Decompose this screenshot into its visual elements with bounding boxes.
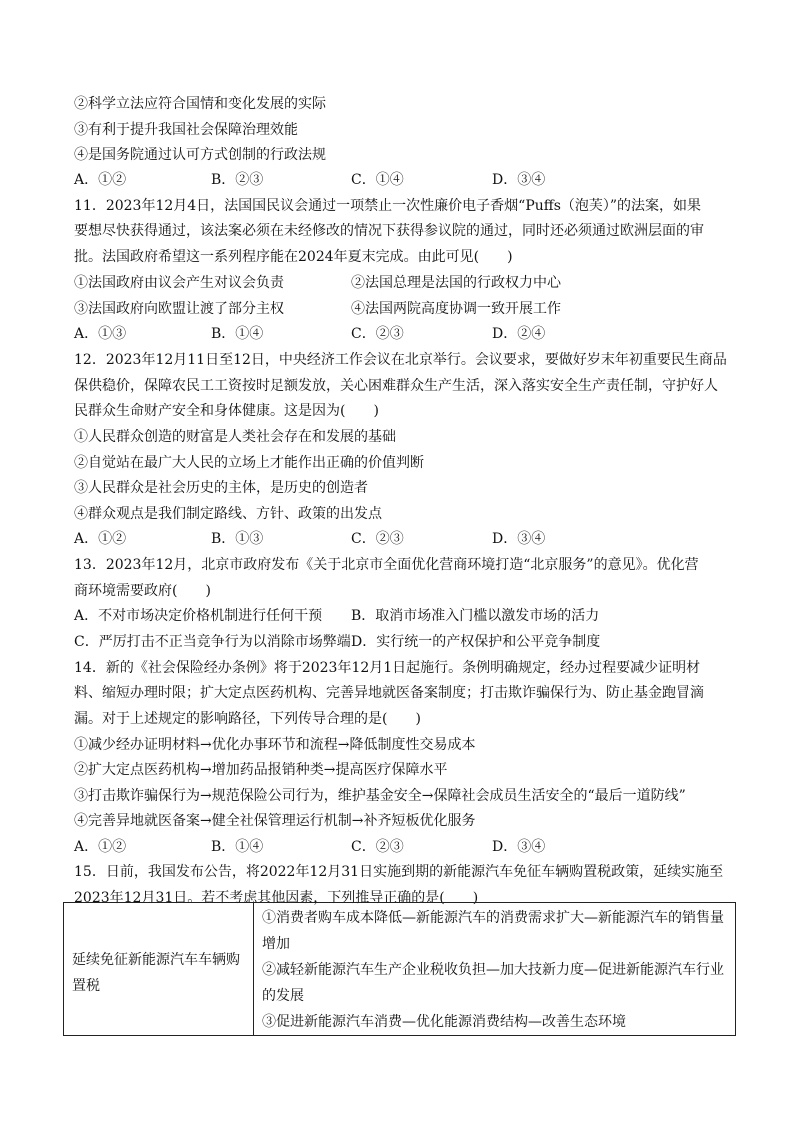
- q15-table-left-cell: [72, 947, 247, 999]
- q11-option-a: A．①③: [74, 326, 127, 342]
- q15-table-right-line-3: ②减轻新能源汽车生产企业税收负担—加大技新力度—促进新能源汽车行业: [262, 962, 724, 978]
- q14-option-b: B．①④: [211, 839, 264, 855]
- q15-table: [63, 902, 736, 1036]
- q13-option-c: C．严厉打击不正当竞争行为以消除市场弊端: [74, 634, 351, 650]
- q15-table-right-line-2: 增加: [262, 936, 290, 952]
- q15-table-left-line-1: 延续免征新能源汽车车辆购: [72, 952, 240, 968]
- q11-stem-line-1: 11．2023年12月4日，法国国民议会通过一项禁止一次性廉价电子香烟“Puffs（泡芙）”的法案，如果: [74, 198, 702, 214]
- q13-option-b: B．取消市场准入门槛以激发市场的活力: [351, 608, 600, 624]
- q12-stem-line-2: 保供稳价，保障农民工工资按时足额发放，关心困难群众生产生活，深入落实安全生产责任制，守护好人: [74, 378, 718, 394]
- q11-option-b: B．①④: [211, 326, 264, 342]
- q10-option-c: C．①④: [351, 172, 404, 188]
- q14-item-1: ①减少经办证明材料→优化办事环节和流程→降低制度性交易成本: [74, 737, 476, 753]
- q12-option-b: B．①③: [211, 531, 264, 547]
- q12-item-1: ①人民群众创造的财富是人类社会存在和发展的基础: [74, 429, 396, 445]
- q10-item-4: ④是国务院通过认可方式创制的行政法规: [74, 147, 326, 163]
- q15-stem-line-2: 2023年12月31日。若不考虑其他因素，下列推导正确的是( ): [74, 890, 479, 906]
- q11-option-c: C．②③: [351, 326, 404, 342]
- q15-table-right-line-5: ③促进新能源汽车消费—优化能源消费结构—改善生态环境: [262, 1014, 626, 1030]
- q10-item-2: ②科学立法应符合国情和变化发展的实际: [74, 96, 326, 112]
- q15-table-right-line-4: 的发展: [262, 988, 304, 1004]
- q11-item-2: ②法国总理是法国的行政权力中心: [351, 275, 561, 291]
- q11-item-1: ①法国政府由议会产生对议会负责: [74, 275, 284, 291]
- q15-table-right-line-1: ①消费者购车成本降低—新能源汽车的消费需求扩大—新能源汽车的销售量: [262, 910, 724, 926]
- q10-option-a: A．①②: [74, 172, 127, 188]
- q15-table-left-line-2: 置税: [72, 978, 100, 994]
- q12-option-d: D．③④: [492, 531, 546, 547]
- q14-option-c: C．②③: [351, 839, 404, 855]
- q12-option-a: A．①②: [74, 531, 127, 547]
- q15-table-divider: [253, 903, 254, 1035]
- q12-item-2: ②自觉站在最广大人民的立场上才能作出正确的价值判断: [74, 455, 424, 471]
- q14-option-a: A．①②: [74, 839, 127, 855]
- q14-item-2: ②扩大定点医药机构→增加药品报销种类→提高医疗保障水平: [74, 762, 448, 778]
- q11-stem-line-3: 批。法国政府希望这一系列程序能在2024年夏末完成。由此可见( ): [74, 249, 513, 265]
- q13-stem-line-1: 13．2023年12月，北京市政府发布《关于北京市全面优化营商环境打造“北京服务”的意见》。优化营: [74, 557, 699, 573]
- q12-stem-line-3: 民群众生命财产安全和身体健康。这是因为( ): [74, 403, 379, 419]
- q10-option-d: D．③④: [492, 172, 546, 188]
- q10-item-3: ③有利于提升我国社会保障治理效能: [74, 122, 298, 138]
- q10-option-b: B．②③: [211, 172, 264, 188]
- q11-option-d: D．②④: [492, 326, 546, 342]
- q11-item-3: ③法国政府向欧盟让渡了部分主权: [74, 301, 284, 317]
- q13-stem-line-2: 商环境需要政府( ): [74, 583, 211, 599]
- q12-option-c: C．②③: [351, 531, 404, 547]
- q14-stem-line-1: 14．新的《社会保险经办条例》将于2023年12月1日起施行。条例明确规定，经办过程要减少证明材: [74, 660, 701, 676]
- q15-table-right-cell: [262, 905, 732, 1035]
- q12-item-4: ④群众观点是我们制定路线、方针、政策的出发点: [74, 506, 382, 522]
- q11-item-4: ④法国两院高度协调一致开展工作: [351, 301, 561, 317]
- q13-option-a: A．不对市场决定价格机制进行任何干预: [74, 608, 323, 624]
- q14-item-4: ④完善异地就医备案→健全社保管理运行机制→补齐短板优化服务: [74, 813, 476, 829]
- q14-item-3: ③打击欺诈骗保行为→规范保险公司行为，维护基金安全→保障社会成员生活安全的“最后一道防线”: [74, 788, 686, 804]
- q14-stem-line-2: 料、缩短办理时限；扩大定点医药机构、完善异地就医备案制度；打击欺诈骗保行为、防止基金跑冒滴: [74, 685, 704, 701]
- q11-stem-line-2: 要想尽快获得通过，该法案必须在未经修改的情况下获得参议院的通过，同时还必须通过欧洲层面的审: [74, 223, 704, 239]
- q12-stem-line-1: 12．2023年12月11日至12日，中央经济工作会议在北京举行。会议要求，要做好岁末年初重要民生商品: [74, 352, 727, 368]
- q15-stem-line-1: 15．日前，我国发布公告，将2022年12月31日实施到期的新能源汽车免征车辆购置税政策，延续实施至: [74, 864, 724, 880]
- q14-stem-line-3: 漏。对于上述规定的影响路径，下列传导合理的是( ): [74, 711, 421, 727]
- q13-option-d: D．实行统一的产权保护和公平竞争制度: [351, 634, 601, 650]
- q12-item-3: ③人民群众是社会历史的主体，是历史的创造者: [74, 480, 368, 496]
- q14-option-d: D．③④: [492, 839, 546, 855]
